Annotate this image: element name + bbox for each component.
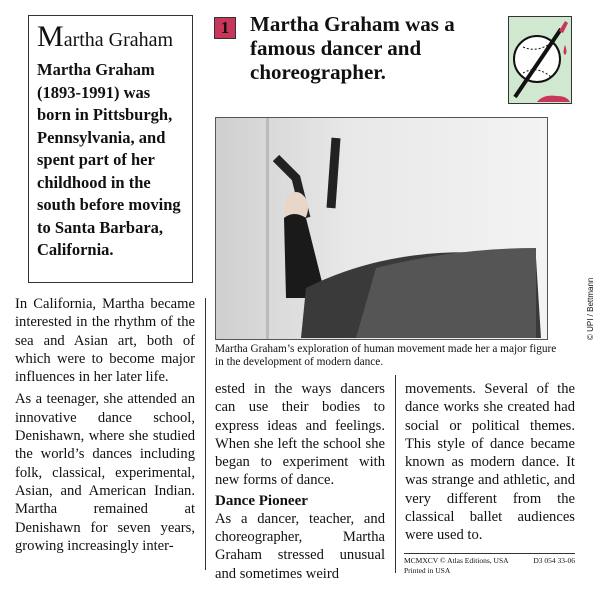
printed-in: Printed in USA: [404, 566, 451, 575]
column-divider: [395, 375, 396, 573]
body-column-1: [15, 295, 195, 559]
footer: [404, 553, 575, 576]
card-title: [37, 20, 184, 53]
body-column-3: [405, 380, 575, 549]
headline: Martha Graham was a famous dancer and choreographer.: [250, 12, 455, 84]
body-column-2: [215, 380, 385, 587]
sports-and-leisure-icon: [509, 17, 570, 102]
copyright: MCMXCV © Atlas Editions, USA: [404, 556, 509, 565]
dancer-figure: [216, 118, 548, 340]
title-rest: artha Graham: [63, 29, 174, 51]
photo-credit: © UPI / Bettmann: [586, 277, 595, 340]
card-number-badge: 1: [214, 17, 236, 39]
paragraph: As a teenager, she attended an innovative dance school, Denishawn, where she studied the world’s dances including folk, classical, experimental, Asian, and American Indian. Martha remained at Denishawn for seven years, growing increasingly inter-: [15, 391, 195, 554]
dancer-photo: [215, 117, 548, 340]
paragraph: movements. Several of the dance works she created had social or political themes. This style of dance became known as modern dance. It was strange and athletic, and very different from the classical ballet audiences were used to.: [405, 381, 575, 544]
photo-caption: Martha Graham’s exploration of human movement made her a major figure in the development of modern dance.: [215, 343, 557, 368]
card-code: D3 054 33-06: [533, 556, 575, 565]
summary-text: Martha Graham (1893-1991) was born in Pittsburgh, Pennsylvania, and spent part of her childhood in the south before moving to Santa Barbara, California.: [37, 60, 181, 259]
paragraph: ested in the ways dancers can use their bodies to express ideas and feelings. When she left the school she began to experiment with new forms of dance.: [215, 381, 385, 489]
category-icon: [508, 16, 572, 104]
paragraph: In California, Martha became interested in the rhythm of the sea and Asian art, both of which were to become major influences in her later life.: [15, 296, 195, 386]
subheading: Dance Pioneer: [215, 492, 308, 509]
column-divider: [205, 298, 206, 570]
summary-box: [28, 15, 193, 283]
paragraph: As a dancer, teacher, and choreographer, Martha Graham stressed unusual and sometimes weird: [215, 510, 385, 582]
title-initial: M: [37, 20, 64, 53]
